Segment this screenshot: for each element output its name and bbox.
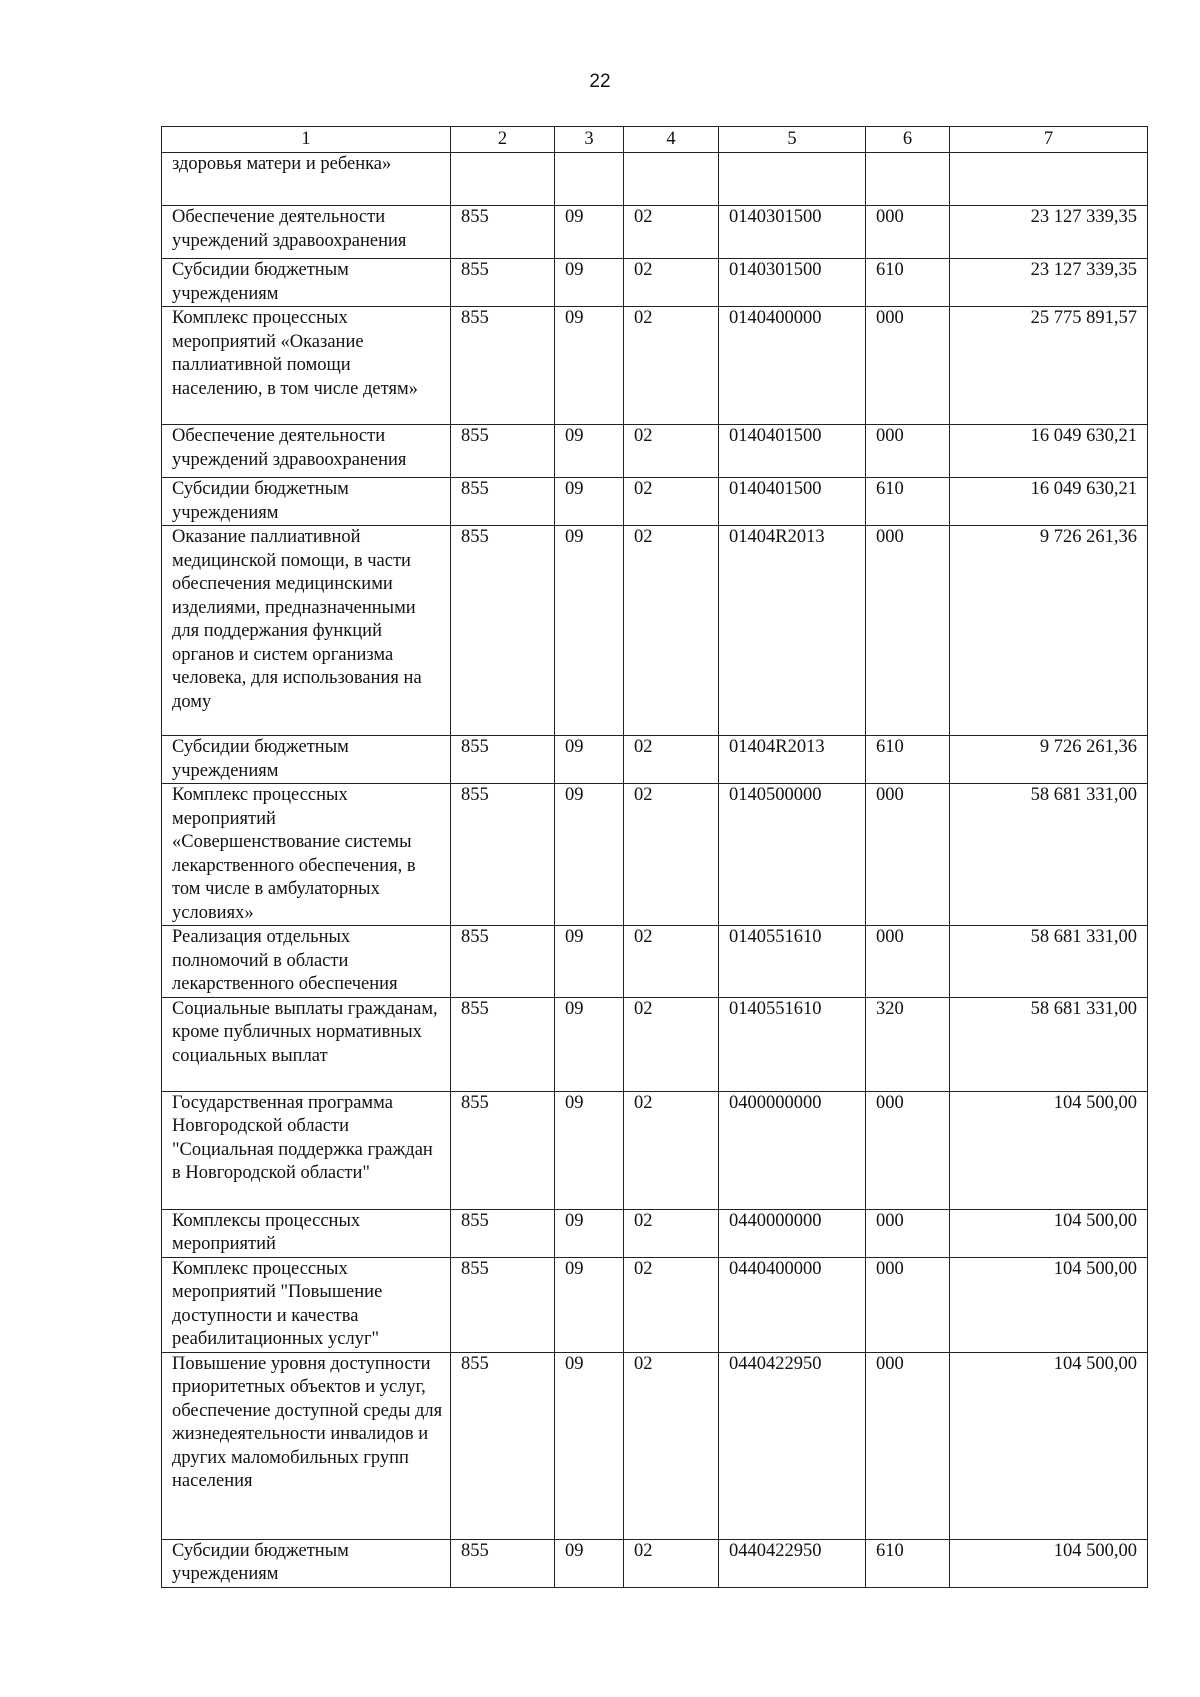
- cell-subsection: 02: [624, 926, 719, 998]
- row-name: Социальные выплаты гражданам, кроме публичных нормативных социальных выплат: [162, 997, 451, 1091]
- table-row: [162, 259, 1148, 307]
- cell-section: 09: [555, 526, 624, 736]
- row-name: Субсидии бюджетным учреждениям: [162, 259, 451, 307]
- cell-expense-type: 000: [866, 1091, 950, 1209]
- row-name: Комплекс процессных мероприятий «Оказание паллиативной помощи населению, в том числе детям»: [162, 307, 451, 425]
- cell-expense-type: 000: [866, 1352, 950, 1539]
- cell-expense-type: 610: [866, 259, 950, 307]
- cell-amount: [950, 153, 1148, 206]
- cell-section: 09: [555, 1091, 624, 1209]
- cell-expense-type: 610: [866, 1539, 950, 1587]
- table-row: [162, 997, 1148, 1091]
- cell-section: 09: [555, 1352, 624, 1539]
- cell-expense-type: 000: [866, 526, 950, 736]
- cell-subsection: 02: [624, 206, 719, 259]
- cell-ministry: 855: [451, 1209, 555, 1257]
- cell-amount: 16 049 630,21: [950, 478, 1148, 526]
- cell-target-article: 0140400000: [719, 307, 866, 425]
- row-name: Обеспечение деятельности учреждений здравоохранения: [162, 425, 451, 478]
- cell-ministry: 855: [451, 425, 555, 478]
- row-name: Субсидии бюджетным учреждениям: [162, 736, 451, 784]
- cell-ministry: 855: [451, 307, 555, 425]
- cell-amount: 58 681 331,00: [950, 997, 1148, 1091]
- cell-ministry: 855: [451, 1352, 555, 1539]
- cell-target-article: 0440000000: [719, 1209, 866, 1257]
- cell-ministry: 855: [451, 1257, 555, 1352]
- cell-amount: 104 500,00: [950, 1209, 1148, 1257]
- cell-amount: 23 127 339,35: [950, 206, 1148, 259]
- cell-ministry: 855: [451, 784, 555, 926]
- cell-expense-type: 000: [866, 1209, 950, 1257]
- cell-ministry: 855: [451, 1091, 555, 1209]
- cell-target-article: 0140551610: [719, 997, 866, 1091]
- cell-amount: 104 500,00: [950, 1539, 1148, 1587]
- cell-ministry: 855: [451, 1539, 555, 1587]
- row-name: Государственная программа Новгородской области "Социальная поддержка граждан в Новгородской области": [162, 1091, 451, 1209]
- row-name: Оказание паллиативной медицинской помощи, в части обеспечения медицинскими изделиями, предназначенными для поддержания функций органов и систем организма человека, для использования на дому: [162, 526, 451, 736]
- cell-subsection: [624, 153, 719, 206]
- cell-amount: 104 500,00: [950, 1091, 1148, 1209]
- table-row: [162, 1091, 1148, 1209]
- table-row: [162, 1539, 1148, 1587]
- table-row: [162, 425, 1148, 478]
- budget-table: [161, 126, 1148, 1588]
- cell-expense-type: [866, 153, 950, 206]
- cell-subsection: 02: [624, 997, 719, 1091]
- cell-target-article: 0140301500: [719, 206, 866, 259]
- cell-section: 09: [555, 259, 624, 307]
- cell-ministry: 855: [451, 259, 555, 307]
- cell-section: 09: [555, 1209, 624, 1257]
- cell-subsection: 02: [624, 736, 719, 784]
- table-row: [162, 926, 1148, 998]
- cell-amount: 104 500,00: [950, 1257, 1148, 1352]
- cell-target-article: [719, 153, 866, 206]
- cell-target-article: 0140551610: [719, 926, 866, 998]
- cell-ministry: 855: [451, 997, 555, 1091]
- cell-target-article: 0140301500: [719, 259, 866, 307]
- cell-section: [555, 153, 624, 206]
- cell-target-article: 0140401500: [719, 478, 866, 526]
- cell-section: 09: [555, 736, 624, 784]
- table-row: [162, 1352, 1148, 1539]
- cell-subsection: 02: [624, 784, 719, 926]
- cell-amount: 58 681 331,00: [950, 784, 1148, 926]
- row-name: Комплекс процессных мероприятий "Повышение доступности и качества реабилитационных услуг": [162, 1257, 451, 1352]
- cell-target-article: 01404R2013: [719, 526, 866, 736]
- cell-target-article: 0140401500: [719, 425, 866, 478]
- table-row: [162, 526, 1148, 736]
- row-name: Реализация отдельных полномочий в области лекарственного обеспечения: [162, 926, 451, 998]
- cell-subsection: 02: [624, 259, 719, 307]
- cell-amount: 9 726 261,36: [950, 736, 1148, 784]
- cell-section: 09: [555, 206, 624, 259]
- row-name: Комплекс процессных мероприятий «Совершенствование системы лекарственного обеспечения, в том числе в амбулаторных условиях»: [162, 784, 451, 926]
- cell-expense-type: 610: [866, 478, 950, 526]
- table-row: [162, 1209, 1148, 1257]
- cell-section: 09: [555, 1539, 624, 1587]
- cell-target-article: 0440422950: [719, 1539, 866, 1587]
- column-header: 7: [950, 127, 1148, 153]
- cell-target-article: 0440422950: [719, 1352, 866, 1539]
- cell-expense-type: 000: [866, 926, 950, 998]
- cell-amount: 16 049 630,21: [950, 425, 1148, 478]
- cell-subsection: 02: [624, 1091, 719, 1209]
- cell-section: 09: [555, 1257, 624, 1352]
- cell-section: 09: [555, 425, 624, 478]
- cell-expense-type: 000: [866, 1257, 950, 1352]
- cell-ministry: 855: [451, 206, 555, 259]
- cell-section: 09: [555, 926, 624, 998]
- cell-amount: 9 726 261,36: [950, 526, 1148, 736]
- cell-expense-type: 320: [866, 997, 950, 1091]
- cell-expense-type: 000: [866, 784, 950, 926]
- cell-target-article: 0140500000: [719, 784, 866, 926]
- cell-amount: 25 775 891,57: [950, 307, 1148, 425]
- row-name: Комплексы процессных мероприятий: [162, 1209, 451, 1257]
- cell-subsection: 02: [624, 478, 719, 526]
- cell-expense-type: 000: [866, 425, 950, 478]
- cell-target-article: 0440400000: [719, 1257, 866, 1352]
- page-number: 22: [589, 71, 611, 92]
- cell-subsection: 02: [624, 1257, 719, 1352]
- cell-target-article: 0400000000: [719, 1091, 866, 1209]
- table-row: [162, 784, 1148, 926]
- cell-ministry: 855: [451, 736, 555, 784]
- table-row: [162, 478, 1148, 526]
- column-header-row: [162, 127, 1148, 153]
- cell-section: 09: [555, 478, 624, 526]
- row-name: Субсидии бюджетным учреждениям: [162, 478, 451, 526]
- cell-ministry: 855: [451, 478, 555, 526]
- column-header: 5: [719, 127, 866, 153]
- table-row: [162, 206, 1148, 259]
- cell-section: 09: [555, 307, 624, 425]
- row-name: здоровья матери и ребенка»: [162, 153, 451, 206]
- cell-amount: 58 681 331,00: [950, 926, 1148, 998]
- column-header: 2: [451, 127, 555, 153]
- cell-ministry: 855: [451, 926, 555, 998]
- cell-expense-type: 000: [866, 307, 950, 425]
- column-header: 6: [866, 127, 950, 153]
- cell-subsection: 02: [624, 425, 719, 478]
- cell-target-article: 01404R2013: [719, 736, 866, 784]
- cell-subsection: 02: [624, 1352, 719, 1539]
- table-row: [162, 736, 1148, 784]
- cell-subsection: 02: [624, 307, 719, 425]
- cell-ministry: [451, 153, 555, 206]
- row-name: Обеспечение деятельности учреждений здравоохранения: [162, 206, 451, 259]
- column-header: 1: [162, 127, 451, 153]
- cell-ministry: 855: [451, 526, 555, 736]
- row-name: Субсидии бюджетным учреждениям: [162, 1539, 451, 1587]
- cell-section: 09: [555, 784, 624, 926]
- cell-subsection: 02: [624, 1209, 719, 1257]
- cell-section: 09: [555, 997, 624, 1091]
- cell-subsection: 02: [624, 526, 719, 736]
- cell-expense-type: 000: [866, 206, 950, 259]
- cell-subsection: 02: [624, 1539, 719, 1587]
- table-row: [162, 307, 1148, 425]
- table-row: [162, 1257, 1148, 1352]
- row-name: Повышение уровня доступности приоритетных объектов и услуг, обеспечение доступной среды для жизнедеятельности инвалидов и других маломобильных групп населения: [162, 1352, 451, 1539]
- column-header: 4: [624, 127, 719, 153]
- cell-amount: 104 500,00: [950, 1352, 1148, 1539]
- table-row: [162, 153, 1148, 206]
- column-header: 3: [555, 127, 624, 153]
- cell-expense-type: 610: [866, 736, 950, 784]
- cell-amount: 23 127 339,35: [950, 259, 1148, 307]
